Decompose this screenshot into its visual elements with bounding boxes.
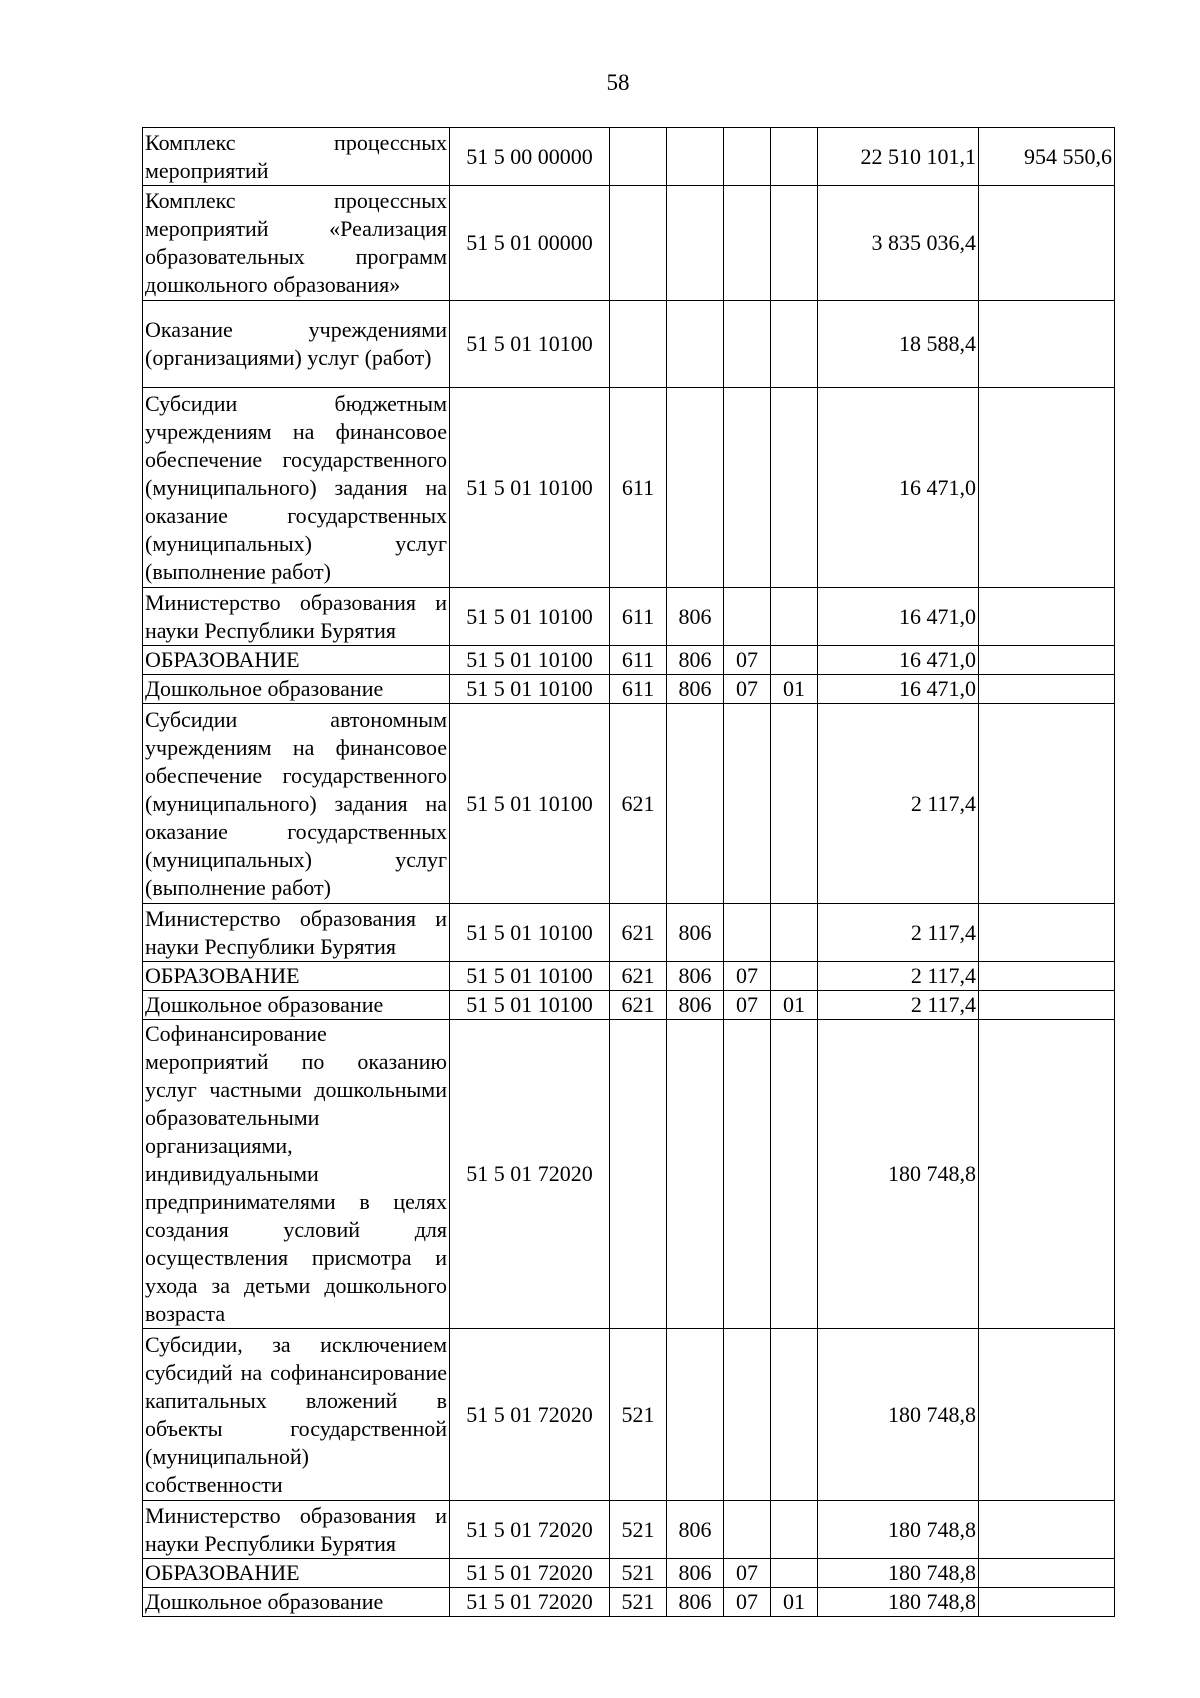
row-sum-2 xyxy=(979,1329,1115,1501)
row-pr xyxy=(771,646,818,675)
table-row xyxy=(143,128,1115,186)
table-row xyxy=(143,1020,1115,1329)
row-code: 51 5 01 72020 xyxy=(450,1020,610,1329)
row-sum-1: 18 588,4 xyxy=(818,301,979,388)
row-sum-2 xyxy=(979,1020,1115,1329)
table-row xyxy=(143,991,1115,1020)
row-rz xyxy=(724,704,771,904)
row-sum-2 xyxy=(979,186,1115,301)
row-code: 51 5 01 72020 xyxy=(450,1559,610,1588)
row-sum-2 xyxy=(979,1501,1115,1559)
row-grbs xyxy=(667,388,724,588)
row-name: Субсидии бюджетным учреждениям на финансовое обеспечение государственного (муниципального) задания на оказание государственных (муниципальных) услуг (выполнение работ) xyxy=(143,388,450,588)
row-name: ОБРАЗОВАНИЕ xyxy=(143,1559,450,1588)
row-vr xyxy=(610,186,667,301)
row-name: Министерство образования и науки Республики Бурятия xyxy=(143,904,450,962)
row-rz xyxy=(724,1020,771,1329)
row-pr xyxy=(771,186,818,301)
row-grbs xyxy=(667,704,724,904)
row-sum-2 xyxy=(979,646,1115,675)
row-sum-1: 3 835 036,4 xyxy=(818,186,979,301)
row-grbs: 806 xyxy=(667,991,724,1020)
row-vr: 621 xyxy=(610,904,667,962)
row-rz xyxy=(724,301,771,388)
row-sum-1: 2 117,4 xyxy=(818,704,979,904)
table-row xyxy=(143,1501,1115,1559)
table-row xyxy=(143,1588,1115,1617)
row-code: 51 5 00 00000 xyxy=(450,128,610,186)
row-grbs: 806 xyxy=(667,962,724,991)
row-pr xyxy=(771,704,818,904)
row-code: 51 5 01 10100 xyxy=(450,704,610,904)
row-sum-1: 16 471,0 xyxy=(818,388,979,588)
row-grbs: 806 xyxy=(667,1559,724,1588)
row-pr xyxy=(771,1329,818,1501)
row-vr: 521 xyxy=(610,1501,667,1559)
row-code: 51 5 01 10100 xyxy=(450,388,610,588)
row-vr: 611 xyxy=(610,675,667,704)
row-sum-1: 2 117,4 xyxy=(818,962,979,991)
row-sum-1: 180 748,8 xyxy=(818,1020,979,1329)
row-code: 51 5 01 10100 xyxy=(450,301,610,388)
row-rz xyxy=(724,1329,771,1501)
row-sum-2 xyxy=(979,675,1115,704)
row-grbs xyxy=(667,1020,724,1329)
row-sum-1: 2 117,4 xyxy=(818,991,979,1020)
table-row xyxy=(143,1559,1115,1588)
row-pr xyxy=(771,904,818,962)
row-sum-2 xyxy=(979,301,1115,388)
row-name: ОБРАЗОВАНИЕ xyxy=(143,962,450,991)
row-code: 51 5 01 10100 xyxy=(450,675,610,704)
row-code: 51 5 01 72020 xyxy=(450,1501,610,1559)
row-name: Софинансирование мероприятий по оказанию услуг частными дошкольными образовательными организациями, индивидуальными предпринимателями в целях создания условий для осуществления присмотра и ухода за детьми дошкольного возраста xyxy=(143,1020,450,1329)
row-sum-2: 954 550,6 xyxy=(979,128,1115,186)
row-vr: 521 xyxy=(610,1559,667,1588)
row-sum-1: 180 748,8 xyxy=(818,1329,979,1501)
row-vr: 611 xyxy=(610,646,667,675)
row-vr: 621 xyxy=(610,704,667,904)
row-grbs xyxy=(667,128,724,186)
row-sum-1: 180 748,8 xyxy=(818,1588,979,1617)
row-pr xyxy=(771,588,818,646)
row-sum-1: 16 471,0 xyxy=(818,675,979,704)
row-pr xyxy=(771,128,818,186)
row-grbs xyxy=(667,301,724,388)
row-name: Оказание учреждениями (организациями) услуг (работ) xyxy=(143,301,450,388)
row-code: 51 5 01 10100 xyxy=(450,904,610,962)
row-name: Министерство образования и науки Республики Бурятия xyxy=(143,1501,450,1559)
row-grbs: 806 xyxy=(667,1501,724,1559)
row-grbs: 806 xyxy=(667,1588,724,1617)
row-name: Дошкольное образование xyxy=(143,1588,450,1617)
row-code: 51 5 01 10100 xyxy=(450,588,610,646)
row-vr xyxy=(610,1020,667,1329)
row-sum-2 xyxy=(979,704,1115,904)
budget-table xyxy=(142,127,1115,1617)
row-name: Субсидии автономным учреждениям на финансовое обеспечение государственного (муниципального) задания на оказание государственных (муниципальных) услуг (выполнение работ) xyxy=(143,704,450,904)
row-rz: 07 xyxy=(724,962,771,991)
row-code: 51 5 01 10100 xyxy=(450,991,610,1020)
row-sum-1: 16 471,0 xyxy=(818,588,979,646)
row-rz: 07 xyxy=(724,675,771,704)
row-rz: 07 xyxy=(724,646,771,675)
row-name: Комплекс процессных мероприятий xyxy=(143,128,450,186)
row-sum-2 xyxy=(979,962,1115,991)
row-pr: 01 xyxy=(771,1588,818,1617)
row-pr xyxy=(771,1020,818,1329)
row-pr xyxy=(771,301,818,388)
row-rz: 07 xyxy=(724,1559,771,1588)
row-pr xyxy=(771,1501,818,1559)
row-sum-2 xyxy=(979,904,1115,962)
row-sum-2 xyxy=(979,588,1115,646)
row-rz xyxy=(724,904,771,962)
row-code: 51 5 01 72020 xyxy=(450,1329,610,1501)
row-vr: 521 xyxy=(610,1329,667,1501)
table-row xyxy=(143,962,1115,991)
row-rz xyxy=(724,1501,771,1559)
row-sum-2 xyxy=(979,388,1115,588)
row-sum-1: 2 117,4 xyxy=(818,904,979,962)
row-grbs: 806 xyxy=(667,588,724,646)
row-grbs: 806 xyxy=(667,904,724,962)
table-row xyxy=(143,675,1115,704)
row-code: 51 5 01 72020 xyxy=(450,1588,610,1617)
row-sum-2 xyxy=(979,1588,1115,1617)
row-vr: 621 xyxy=(610,962,667,991)
row-vr xyxy=(610,128,667,186)
row-code: 51 5 01 00000 xyxy=(450,186,610,301)
row-pr xyxy=(771,388,818,588)
row-grbs xyxy=(667,1329,724,1501)
row-name: Комплекс процессных мероприятий «Реализация образовательных программ дошкольного образования» xyxy=(143,186,450,301)
row-rz xyxy=(724,186,771,301)
table-row xyxy=(143,904,1115,962)
row-rz: 07 xyxy=(724,991,771,1020)
table-row xyxy=(143,704,1115,904)
row-pr: 01 xyxy=(771,675,818,704)
row-grbs xyxy=(667,186,724,301)
row-code: 51 5 01 10100 xyxy=(450,646,610,675)
row-name: ОБРАЗОВАНИЕ xyxy=(143,646,450,675)
row-vr: 621 xyxy=(610,991,667,1020)
row-sum-2 xyxy=(979,1559,1115,1588)
table-row xyxy=(143,1329,1115,1501)
row-pr xyxy=(771,1559,818,1588)
row-rz: 07 xyxy=(724,1588,771,1617)
row-vr xyxy=(610,301,667,388)
row-vr: 611 xyxy=(610,588,667,646)
row-grbs: 806 xyxy=(667,675,724,704)
row-name: Министерство образования и науки Республики Бурятия xyxy=(143,588,450,646)
row-name: Дошкольное образование xyxy=(143,675,450,704)
row-rz xyxy=(724,128,771,186)
row-sum-1: 180 748,8 xyxy=(818,1501,979,1559)
row-vr: 611 xyxy=(610,388,667,588)
row-sum-1: 16 471,0 xyxy=(818,646,979,675)
table-row xyxy=(143,186,1115,301)
row-rz xyxy=(724,588,771,646)
row-vr: 521 xyxy=(610,1588,667,1617)
table-row xyxy=(143,301,1115,388)
row-code: 51 5 01 10100 xyxy=(450,962,610,991)
budget-table-body xyxy=(143,128,1115,1617)
table-row xyxy=(143,646,1115,675)
row-sum-1: 22 510 101,1 xyxy=(818,128,979,186)
page-number: 58 xyxy=(606,70,630,95)
row-sum-2 xyxy=(979,991,1115,1020)
row-name: Дошкольное образование xyxy=(143,991,450,1020)
row-sum-1: 180 748,8 xyxy=(818,1559,979,1588)
row-pr xyxy=(771,962,818,991)
table-row xyxy=(143,388,1115,588)
row-pr: 01 xyxy=(771,991,818,1020)
row-name: Субсидии, за исключением субсидий на софинансирование капитальных вложений в объекты государственной (муниципальной) собственности xyxy=(143,1329,450,1501)
row-grbs: 806 xyxy=(667,646,724,675)
table-row xyxy=(143,588,1115,646)
row-rz xyxy=(724,388,771,588)
